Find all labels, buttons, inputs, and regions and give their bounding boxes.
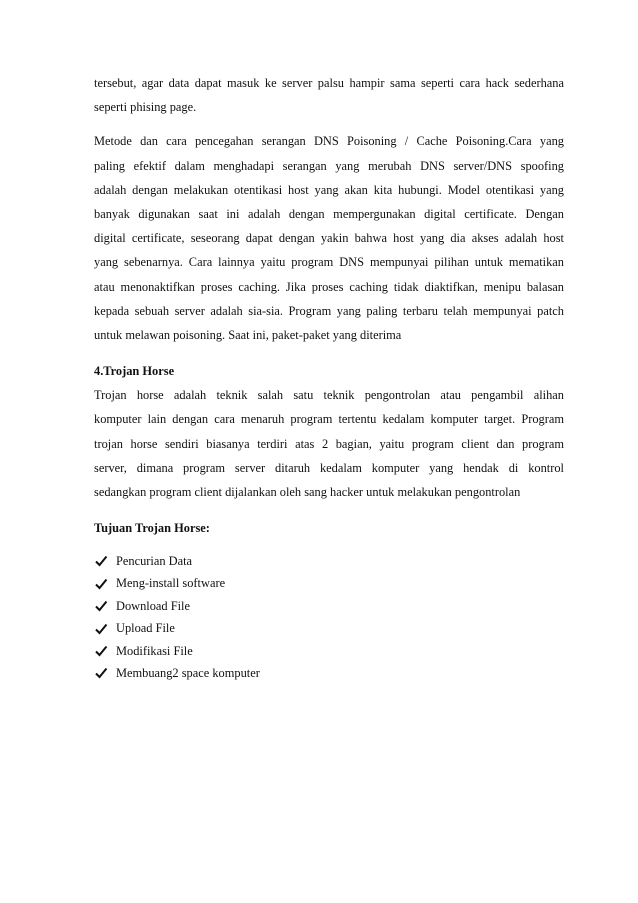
text-line: untuk melawan poisoning. Saat ini, paket-paket yang diterima bbox=[94, 328, 402, 343]
text-line: seperti phising page. bbox=[94, 100, 197, 115]
check-icon bbox=[94, 622, 108, 636]
text-line: tersebut, agar data dapat masuk ke server palsu hampir sama seperti cara hack sederhana bbox=[94, 76, 564, 90]
list-item-label: Meng-install software bbox=[116, 576, 226, 591]
check-icon bbox=[94, 644, 108, 658]
section-heading: 4.Trojan Horse bbox=[94, 364, 175, 379]
text-line: sedangkan program client dijalankan oleh sang hacker untuk melakukan pengontrolan bbox=[94, 485, 521, 500]
text-line: Trojan horse adalah teknik salah satu teknik pengontrolan atau pengambil alihan bbox=[94, 388, 564, 403]
text-line: digital certificate, seseorang dapat dengan yakin bahwa host yang dia akses adalah host bbox=[94, 231, 564, 246]
check-icon bbox=[94, 577, 108, 591]
list-item-label: Membuang2 space komputer bbox=[116, 665, 260, 680]
paragraph-dns-prevention bbox=[94, 129, 564, 347]
text-line: komputer lain dengan cara menaruh program tertentu kedalam komputer target. Program bbox=[94, 412, 564, 427]
text-line: trojan horse sendiri biasanya terdiri atas 2 bagian, yaitu program client dan program bbox=[94, 436, 564, 451]
list-item-label: Download File bbox=[116, 598, 190, 613]
text-line: Metode dan cara pencegahan serangan DNS Poisoning / Cache Poisoning.Cara yang bbox=[94, 134, 564, 149]
paragraph-dns-intro bbox=[94, 71, 564, 119]
subheading-trojan-goals: Tujuan Trojan Horse: bbox=[94, 521, 210, 536]
list-item bbox=[94, 595, 564, 617]
list-item-label: Pencurian Data bbox=[116, 553, 193, 568]
text-line: adalah dengan melakukan otentikasi host yang akan kita hubungi. Model otentikasi yang bbox=[94, 182, 564, 197]
text-line: atau menonaktifkan proses caching. Jika proses caching tidak diaktifkan, menipu balasan bbox=[94, 279, 564, 294]
trojan-goals-list bbox=[94, 550, 564, 684]
text-line: server, dimana program server ditaruh kedalam komputer yang hendak di kontrol bbox=[94, 460, 564, 475]
list-item-label: Modifikasi File bbox=[116, 643, 193, 658]
text-line: kepada sebuah server adalah sia-sia. Program yang paling terbaru telah mempunyai patch bbox=[94, 303, 564, 318]
list-item bbox=[94, 617, 564, 639]
list-item bbox=[94, 662, 564, 684]
list-item-label: Upload File bbox=[116, 621, 175, 636]
check-icon bbox=[94, 599, 108, 613]
list-item bbox=[94, 550, 564, 572]
list-item bbox=[94, 640, 564, 662]
paragraph-trojan-definition bbox=[94, 383, 564, 504]
text-line: banyak digunakan saat ini adalah dengan mempergunakan digital certificate. Dengan bbox=[94, 207, 564, 222]
text-line: yang sebenarnya. Cara lainnya yaitu program DNS mempunyai pilihan untuk mematikan bbox=[94, 255, 564, 270]
check-icon bbox=[94, 666, 108, 680]
document-content bbox=[94, 71, 564, 685]
list-item bbox=[94, 573, 564, 595]
text-line: paling efektif dalam menghadapi serangan yang merubah DNS server/DNS spoofing bbox=[94, 158, 564, 173]
check-icon bbox=[94, 554, 108, 568]
